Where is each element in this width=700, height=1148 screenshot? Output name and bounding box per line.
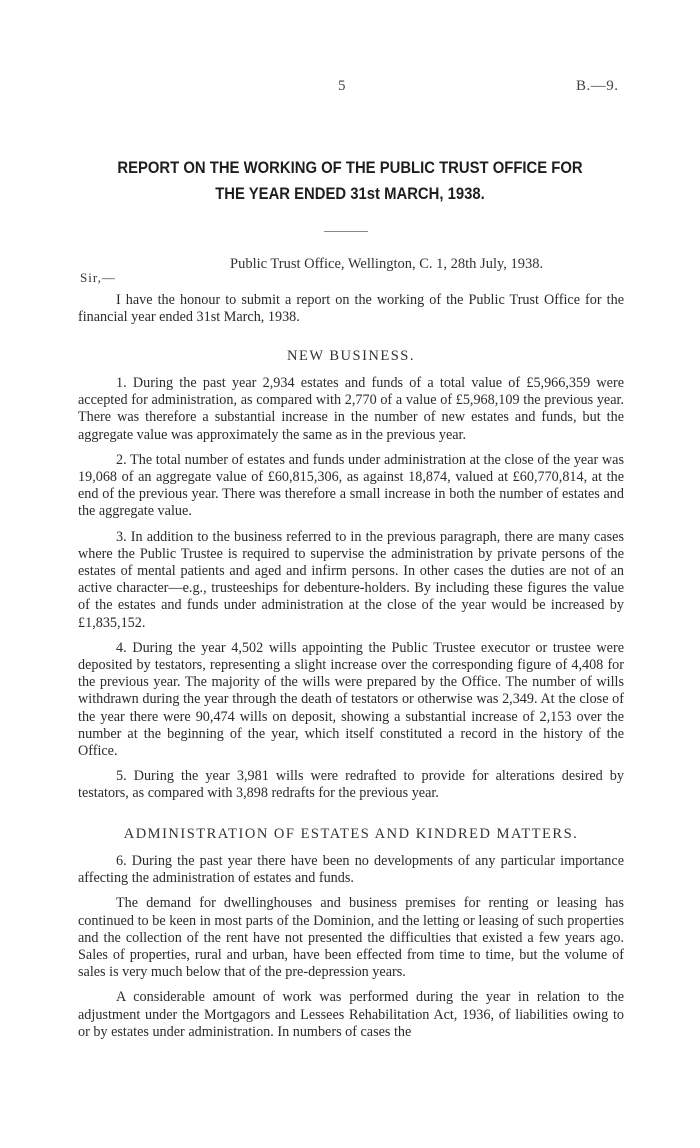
sender-address: Public Trust Office, Wellington, C. 1, 28th July, 1938. xyxy=(230,256,544,272)
section-new-business xyxy=(78,375,624,811)
intro-paragraph: I have the honour to submit a report on the working of the Public Trust Office for the financial year ended 31st March, 1938. xyxy=(78,292,624,326)
report-title: REPORT ON THE WORKING OF THE PUBLIC TRUST OFFICE FOR THE YEAR ENDED 31st MARCH, 1938. xyxy=(117,159,583,203)
page-number: 5 xyxy=(338,78,346,94)
salutation: Sir,— xyxy=(80,270,116,285)
paragraph-mortgagors-act: A considerable amount of work was performed during the year in relation to the adjustment under the Mortgagors and Lessees Rehabilitation Act, 1936, of liabilities owing to or by estates under administration. In numbers of cases the xyxy=(78,989,624,1040)
paragraph-1: 1. During the past year 2,934 estates and funds of a total value of £5,966,359 were accepted for administration, as compared with 2,770 of a value of £5,968,109 the previous year. There was therefore a substantial increase in the number of new estates and funds, but the aggregate value was approximately the same as in the previous year. xyxy=(78,375,624,443)
section-administration xyxy=(78,853,624,1049)
paragraph-5: 5. During the year 3,981 wills were redrafted to provide for alterations desired by testators, as compared with 3,898 redrafts for the previous year. xyxy=(78,768,624,802)
document-reference: B.—9. xyxy=(576,78,619,94)
paragraph-2: 2. The total number of estates and funds under administration at the close of the year was 19,068 of an aggregate value of £60,815,306, as against 18,874, valued at £60,770,814, at the end of the previous year. There was therefore a small increase in both the number of estates and the aggregate value. xyxy=(78,451,624,520)
section-heading-new-business: NEW BUSINESS. xyxy=(287,348,415,364)
section-heading-administration: ADMINISTRATION OF ESTATES AND KINDRED MATTERS. xyxy=(123,826,579,842)
paragraph-3: 3. In addition to the business referred to in the previous paragraph, there are many cases where the Public Trustee is required to supervise the administration by private persons of the estates of mental patients and aged and infirm persons. In other cases the duties are not of an active character—e.g., trusteeships for debenture-holders. By including these figures the value of the estates and funds under administration at the close of the year would be increased by £1,835,152. xyxy=(78,528,624,631)
intro-block xyxy=(78,292,624,334)
title-divider xyxy=(324,231,368,232)
paragraph-4: 4. During the year 4,502 wills appointing the Public Trustee executor or trustee were deposited by testators, representing a slight increase over the corresponding figure of 4,408 for the previous year. The majority of the wills were prepared by the Office. The number of wills withdrawn during the year through the death of testators or otherwise was 2,349. At the close of the year there were 90,474 wills on deposit, showing a substantial increase of 2,153 over the number at the beginning of the year, which itself constituted a record in the history of the Office. xyxy=(78,639,624,760)
paragraph-dwellinghouses: The demand for dwellinghouses and business premises for renting or leasing has continued to be keen in most parts of the Dominion, and the letting or leasing of such properties and the collection of the rent have not presented the difficulties that existed a few years ago. Sales of properties, rural and urban, have been effected from time to time, but the volume of sales is very much below that of the pre-depression years. xyxy=(78,895,624,981)
paragraph-6: 6. During the past year there have been no developments of any particular importance affecting the administration of estates and funds. xyxy=(78,853,624,887)
